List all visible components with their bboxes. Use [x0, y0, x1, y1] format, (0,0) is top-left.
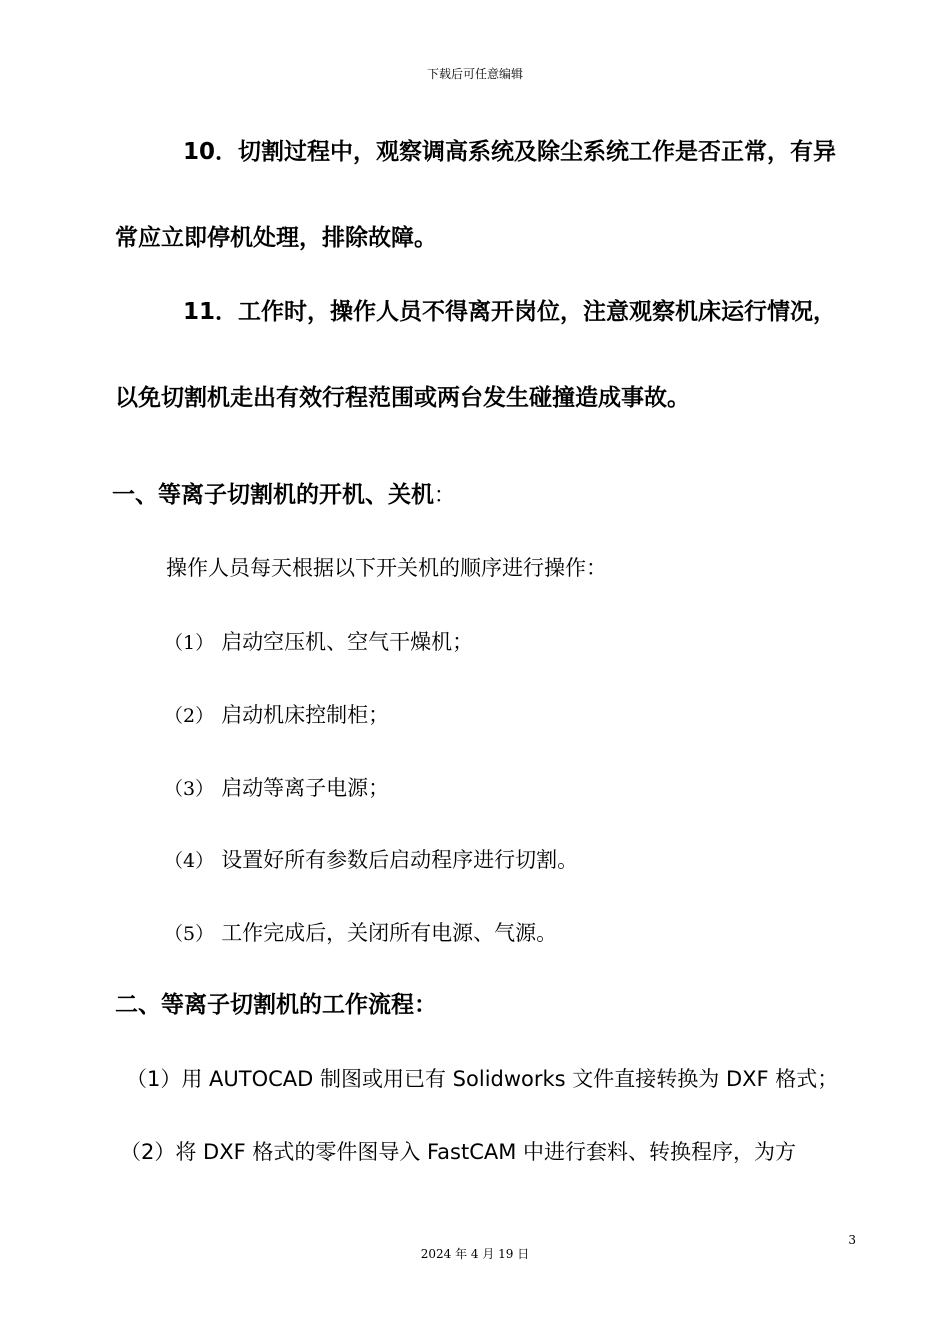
step-1 — [164, 628, 473, 657]
section-2-step-1: （1）用 AUTOCAD 制图或用已有 Solidworks 文件直接转换为 DXF 格式； — [126, 1067, 839, 1091]
step-number: （2） — [164, 705, 215, 727]
section-1-heading-text: 一、等离子切割机的开机、关机 — [112, 482, 434, 508]
page-footer-date: 2024 年 4 月 19 日 — [420, 1247, 530, 1261]
step-text: 设置好所有参数后启动程序进行切割。 — [221, 848, 579, 872]
step-number: （1） — [164, 632, 215, 654]
section-2-step-2: （2）将 DXF 格式的零件图导入 FastCAM 中进行套料、转换程序，为方 — [120, 1140, 797, 1164]
item-10-line-2: 常应立即停机处理，排除故障。 — [115, 225, 437, 251]
step-text: 启动等离子电源； — [221, 776, 390, 800]
step-text: 工作完成后，关闭所有电源、气源。 — [221, 921, 558, 945]
page-header: 下载后可任意编辑 — [426, 67, 523, 81]
step-4 — [164, 846, 578, 875]
item-11-line-1: 11．工作时，操作人员不得离开岗位，注意观察机床运行情况， — [183, 299, 837, 325]
step-2 — [164, 701, 389, 730]
step-number: （3） — [164, 778, 215, 800]
step-text: 启动空压机、空气干燥机； — [221, 630, 474, 654]
page-number: 3 — [848, 1233, 856, 1247]
section-1-heading — [112, 480, 455, 510]
step-number: （5） — [164, 923, 215, 945]
step-text: 启动机床控制柜； — [221, 703, 390, 727]
item-10-line-1: 10．切割过程中，观察调高系统及除尘系统工作是否正常，有异 — [183, 139, 837, 165]
section-1-heading-colon: ： — [434, 483, 455, 507]
step-5 — [164, 919, 557, 948]
step-3 — [164, 774, 389, 803]
item-11-line-2: 以免切割机走出有效行程范围或两台发生碰撞造成事故。 — [115, 385, 690, 411]
step-number: （4） — [164, 850, 215, 872]
section-1-intro: 操作人员每天根据以下开关机的顺序进行操作： — [166, 556, 607, 580]
section-2-heading: 二、等离子切割机的工作流程： — [115, 992, 437, 1018]
